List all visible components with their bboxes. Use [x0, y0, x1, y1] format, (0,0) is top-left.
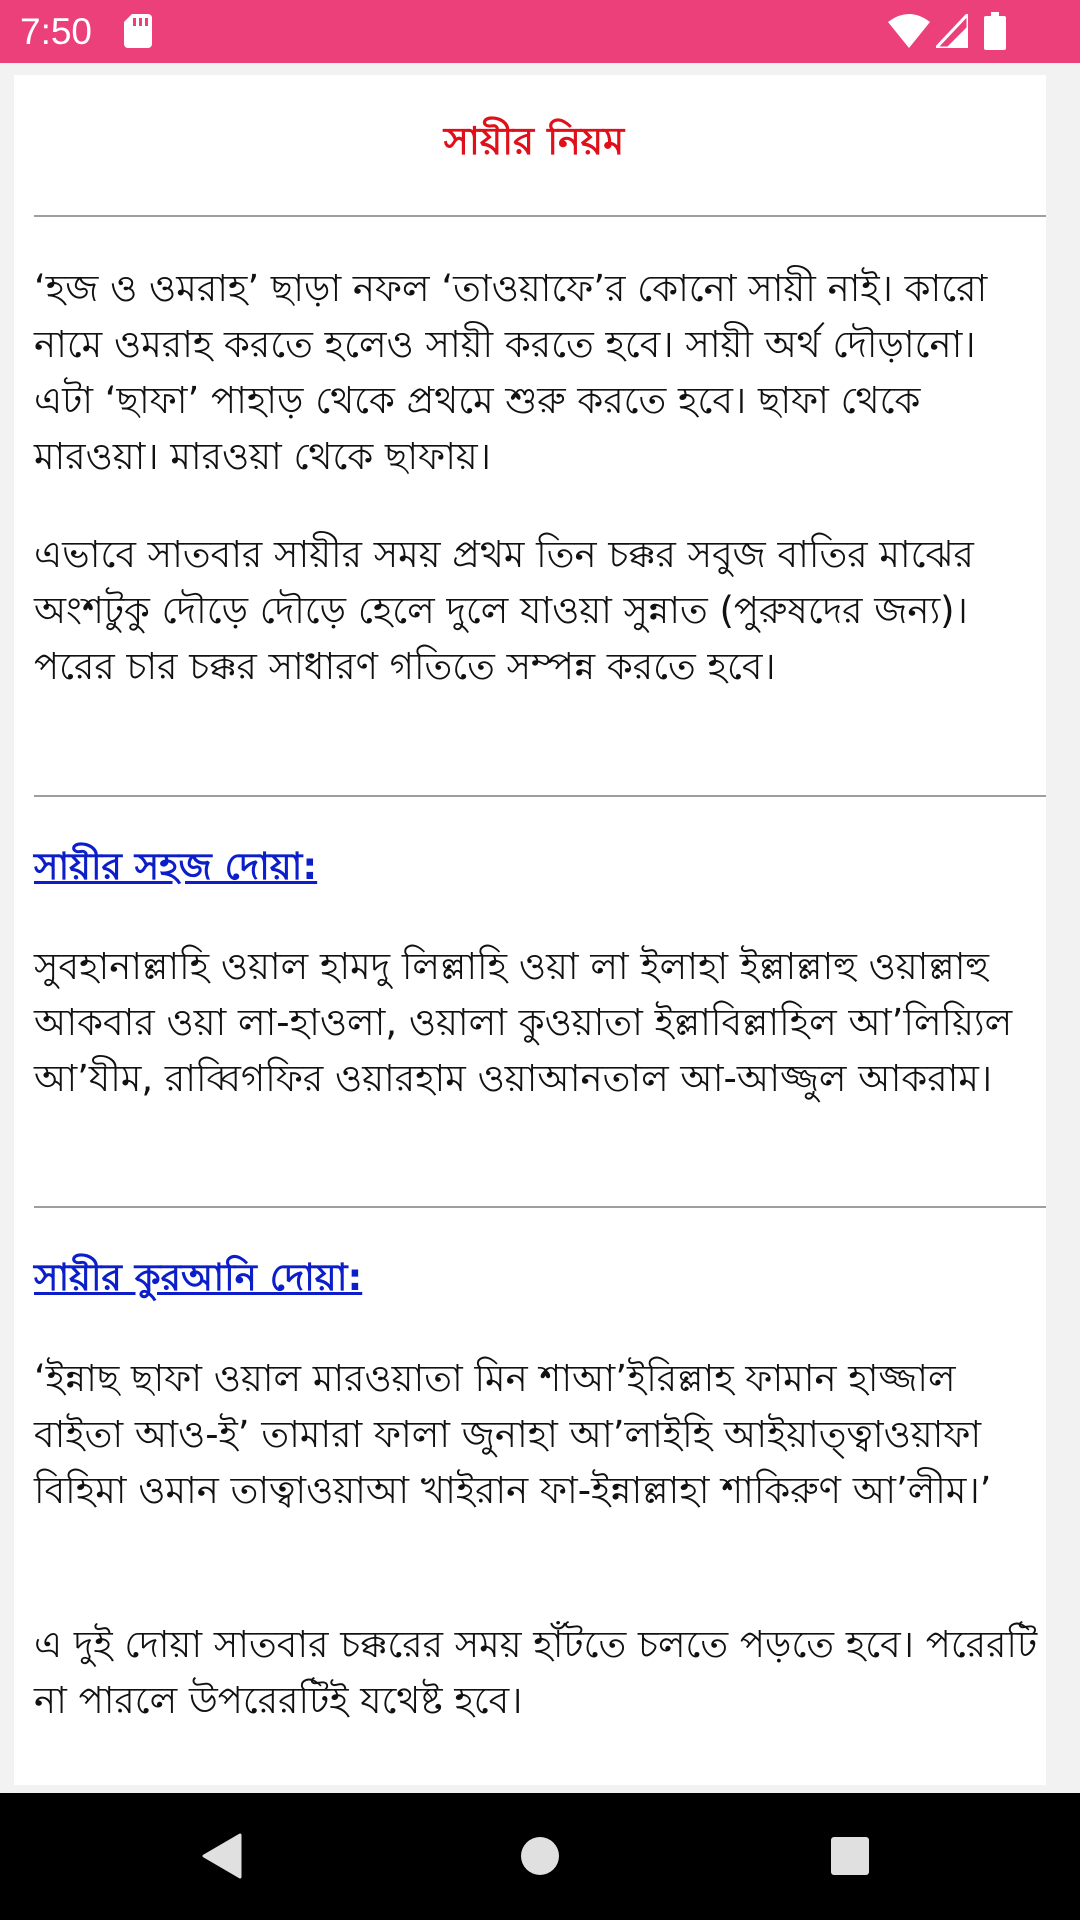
quran-dua-heading-link[interactable]: সায়ীর কুরআনি দোয়া: — [34, 1256, 363, 1299]
signal-icon — [936, 14, 968, 48]
status-time: 7:50 — [20, 11, 93, 52]
back-icon[interactable] — [202, 1833, 242, 1879]
divider — [34, 795, 1046, 797]
divider — [34, 215, 1046, 217]
quran-dua-text: ‘ইন্নাছ ছাফা ওয়াল মারওয়াতা মিন শাআ’ইরিল্লাহ ফামান হাজ্জাল বাইতা আও-ই’ তামারা ফালা জুনাহা আ’লাইহি আইয়াত্ত্বাওয়াফা বিহিমা ওমান তাত্বাওয়াআ খাইরান ফা-ইন্নাল্লাহা শাকিরুণ আ’লীম।’ — [34, 1357, 992, 1512]
navigation-bar — [0, 1793, 1080, 1920]
wifi-icon — [888, 14, 930, 48]
easy-dua-text: সুবহানাল্লাহি ওয়াল হামদু লিল্লাহি ওয়া লা ইলাহা ইল্লাল্লাহু ওয়াল্লাহু আকবার ওয়া লা-হাওলা, ওয়ালা কুওয়াতা ইল্লাবিল্লাহিল আ’লিয়্যিল আ’যীম, রাব্বিগফির ওয়ারহাম ওয়াআনতাল আ-আজ্জুল আকরাম। — [34, 945, 1013, 1100]
home-icon[interactable] — [520, 1836, 560, 1876]
intro-paragraph-2: এভাবে সাতবার সায়ীর সময় প্রথম তিন চক্কর সবুজ বাতির মাঝের অংশটুকু দৌড়ে দৌড়ে হেলে দুলে যাওয়া সুন্নাত (পুরুষদের জন্য)। পরের চার চক্কর সাধারণ গতিতে সম্পন্ন করতে হবে। — [34, 533, 974, 688]
divider — [34, 1206, 1046, 1208]
status-bar — [0, 0, 1080, 63]
page-title: সায়ীর নিয়ম — [443, 119, 625, 163]
intro-paragraph-1: ‘হজ ও ওমরাহ’ ছাড়া নফল ‘তাওয়াফে’র কোনো সায়ী নাই। কারো নামে ওমরাহ করতে হলেও সায়ী করতে হবে। সায়ী অর্থ দৌড়ানো। এটা ‘ছাফা’ পাহাড় থেকে প্রথমে শুরু করতে হবে। ছাফা থেকে মারওয়া। মারওয়া থেকে ছাফায়। — [34, 267, 988, 478]
recents-icon[interactable] — [830, 1836, 870, 1876]
quran-dua-note: এ দুই দোয়া সাতবার চক্করের সময় হাঁটতে চলতে পড়তে হবে। পরেরটি না পারলে উপরেরটিই যথেষ্ট হবে। — [34, 1623, 1038, 1722]
content-card[interactable] — [14, 75, 1046, 1785]
battery-icon — [984, 12, 1006, 50]
easy-dua-heading-link[interactable]: সায়ীর সহজ দোয়া: — [34, 845, 318, 888]
sd-card-icon — [124, 14, 152, 48]
